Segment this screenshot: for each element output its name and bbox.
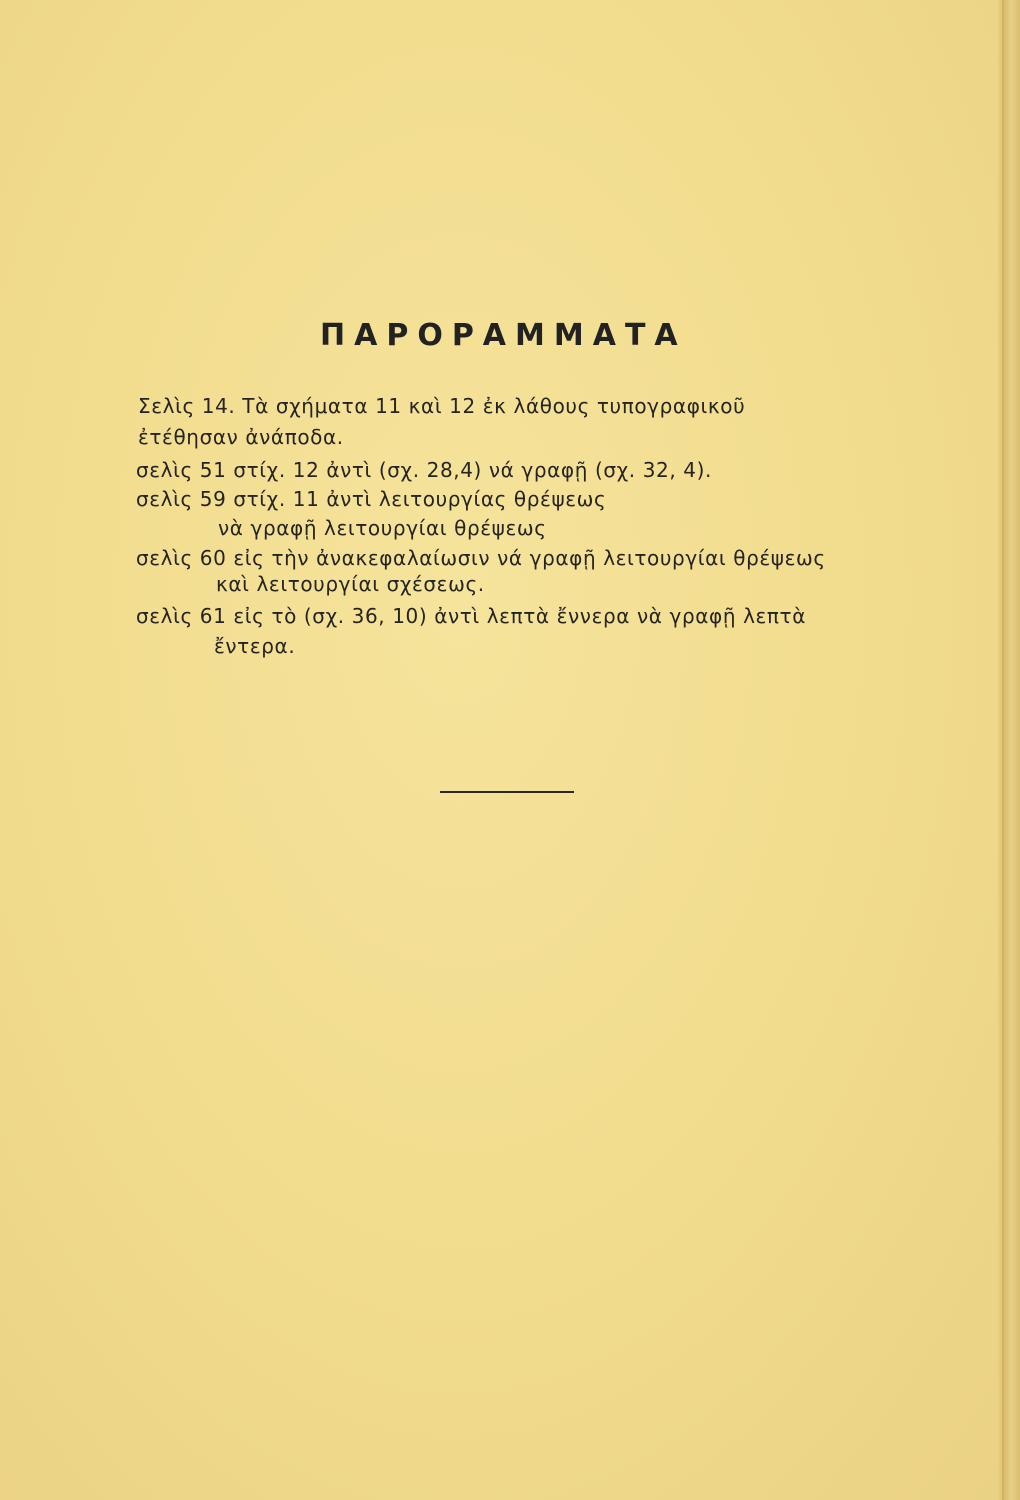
horizontal-rule — [440, 791, 574, 793]
errata-line: σελὶς 61 εἰς τὸ (σχ. 36, 10) ἀντὶ λεπτὰ ἔννερα νὰ γραφῇ λεπτὰ — [136, 604, 806, 628]
errata-line: ἔντερα. — [214, 634, 296, 658]
errata-line: σελὶς 51 στίχ. 12 ἀντὶ (σχ. 28,4) νά γραφῇ (σχ. 32, 4). — [136, 458, 712, 482]
page-edge-line — [1002, 0, 1004, 1500]
errata-line: ἐτέθησαν ἀνάποδα. — [138, 425, 344, 449]
errata-line: Σελὶς 14. Τὰ σχήματα 11 καὶ 12 ἐκ λάθους τυπογραφικοῦ — [138, 394, 746, 418]
errata-line: σελὶς 60 εἰς τὴν ἀνακεφαλαίωσιν νά γραφῇ λειτουργίαι θρέψεως — [136, 546, 826, 570]
errata-line: νὰ γραφῇ λειτουργίαι θρέψεως — [218, 516, 547, 540]
page-title: ΠΑΡΟΡΑΜΜΑΤΑ — [320, 318, 687, 353]
errata-line: καὶ λειτουργίαι σχέσεως. — [216, 572, 485, 596]
errata-line: σελὶς 59 στίχ. 11 ἀντὶ λειτουργίας θρέψεως — [136, 487, 607, 511]
